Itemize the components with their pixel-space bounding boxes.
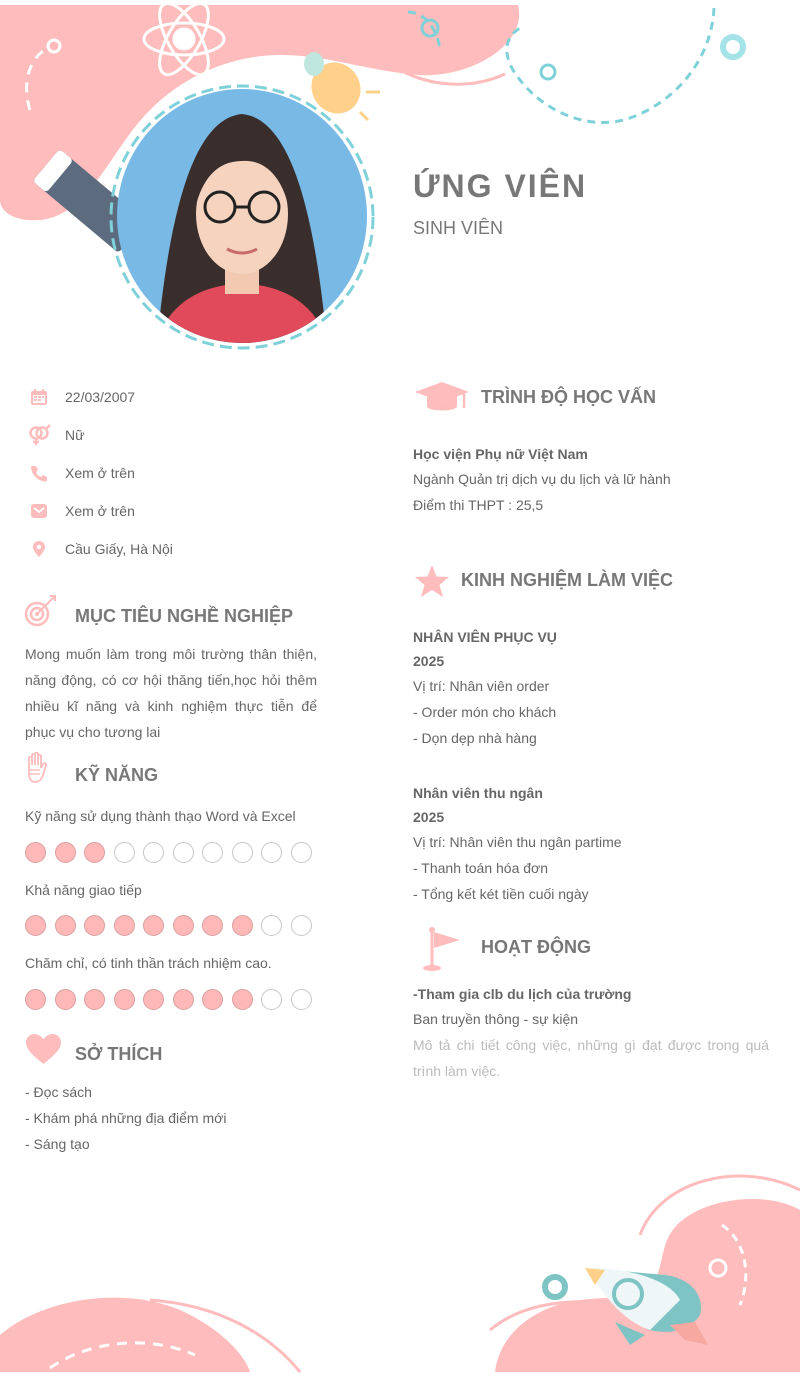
hobby-item: - Đọc sách bbox=[25, 1084, 92, 1100]
contact-birthdate bbox=[25, 385, 135, 409]
experience-title: KINH NGHIỆM LÀM VIỆC bbox=[461, 570, 674, 590]
star-icon bbox=[414, 564, 450, 598]
location-pin-icon bbox=[25, 537, 53, 561]
hobbies-title: SỞ THÍCH bbox=[75, 1044, 163, 1064]
education-major: Ngành Quản trị dịch vụ du lịch và lữ hành bbox=[413, 471, 671, 487]
skill-dot-filled bbox=[25, 989, 46, 1010]
phone-text[interactable]: Xem ở trên bbox=[65, 465, 135, 481]
skill-name: Khả năng giao tiếp bbox=[25, 882, 142, 898]
skill-name: Chăm chỉ, có tinh thần trách nhiệm cao. bbox=[25, 955, 272, 971]
job-year: 2025 bbox=[413, 809, 445, 825]
activities-title: HOẠT ĐỘNG bbox=[481, 937, 591, 957]
email-text[interactable]: Xem ở trên bbox=[65, 503, 135, 519]
skill-dot-filled bbox=[173, 989, 194, 1010]
skill-name: Kỹ năng sử dụng thành thạo Word và Excel bbox=[25, 808, 296, 824]
target-icon bbox=[24, 594, 58, 628]
header-decoration bbox=[0, 0, 800, 360]
skill-rating bbox=[25, 989, 312, 1010]
job-year: 2025 bbox=[413, 653, 445, 669]
job-title: NHÂN VIÊN PHỤC VỤ bbox=[413, 629, 557, 645]
skill-dot-filled bbox=[55, 989, 76, 1010]
birthdate-text: 22/03/2007 bbox=[65, 389, 136, 405]
job-detail: - Thanh toán hóa đơn bbox=[413, 860, 549, 876]
hobby-item: - Khám phá những địa điểm mới bbox=[25, 1110, 227, 1126]
education-title: TRÌNH ĐỘ HỌC VẤN bbox=[481, 387, 656, 407]
contact-email bbox=[25, 499, 135, 523]
activity-role: Ban truyền thông - sự kiện bbox=[413, 1011, 579, 1027]
education-score: Điểm thi THPT : 25,5 bbox=[413, 497, 544, 513]
skill-dot-empty bbox=[291, 915, 312, 936]
skill-dot-empty bbox=[173, 842, 194, 863]
skill-dot-filled bbox=[114, 915, 135, 936]
skill-dot-filled bbox=[232, 915, 253, 936]
hand-icon bbox=[25, 752, 49, 784]
contact-gender bbox=[25, 423, 84, 447]
skill-dot-filled bbox=[84, 989, 105, 1010]
heart-icon bbox=[25, 1033, 62, 1065]
skill-dot-filled bbox=[202, 989, 223, 1010]
skill-dot-empty bbox=[291, 842, 312, 863]
skill-dot-filled bbox=[55, 842, 76, 863]
candidate-name: ỨNG VIÊN bbox=[413, 168, 588, 204]
skill-dot-empty bbox=[202, 842, 223, 863]
graduation-cap-icon bbox=[414, 380, 470, 416]
calendar-icon bbox=[25, 385, 53, 409]
gender-text: Nữ bbox=[65, 427, 85, 443]
job-detail: Vị trí: Nhân viên order bbox=[413, 678, 550, 694]
skill-dot-empty bbox=[291, 989, 312, 1010]
phone-icon bbox=[25, 461, 53, 485]
skill-dot-filled bbox=[232, 989, 253, 1010]
activity-description: Mô tả chi tiết công việc, những gì đạt được trong quá trình làm việc. bbox=[413, 1037, 769, 1079]
rocket-icon bbox=[585, 1268, 708, 1345]
skill-dot-empty bbox=[114, 842, 135, 863]
flag-icon bbox=[420, 926, 464, 972]
email-icon bbox=[25, 499, 53, 523]
skill-rating bbox=[25, 915, 312, 936]
address-text: Cầu Giấy, Hà Nội bbox=[65, 541, 173, 557]
gender-icon bbox=[25, 423, 53, 447]
skill-dot-empty bbox=[261, 842, 282, 863]
contact-phone bbox=[25, 461, 135, 485]
skills-title: KỸ NĂNG bbox=[75, 765, 159, 785]
skill-dot-filled bbox=[202, 915, 223, 936]
job-detail: - Tổng kết két tiền cuối ngày bbox=[413, 886, 589, 902]
job-title: Nhân viên thu ngân bbox=[413, 785, 543, 801]
job-detail: - Dọn dẹp nhà hàng bbox=[413, 730, 537, 746]
skill-dot-empty bbox=[232, 842, 253, 863]
skill-dot-filled bbox=[84, 915, 105, 936]
skill-dot-filled bbox=[25, 842, 46, 863]
activity-name: -Tham gia clb du lịch của trường bbox=[413, 986, 632, 1002]
skill-dot-filled bbox=[114, 989, 135, 1010]
hobby-item: - Sáng tạo bbox=[25, 1136, 90, 1152]
school-name: Học viện Phụ nữ Việt Nam bbox=[413, 446, 588, 462]
skill-dot-empty bbox=[143, 842, 164, 863]
skill-dot-filled bbox=[143, 915, 164, 936]
candidate-title: SINH VIÊN bbox=[413, 218, 504, 238]
skill-dot-filled bbox=[55, 915, 76, 936]
skill-rating bbox=[25, 842, 312, 863]
job-detail: - Order món cho khách bbox=[413, 704, 557, 720]
profile-photo bbox=[117, 89, 367, 343]
skill-dot-filled bbox=[84, 842, 105, 863]
skill-dot-empty bbox=[261, 915, 282, 936]
objective-text: Mong muốn làm trong môi trường thân thiện, năng động, có cơ hội thăng tiến,học hỏi thêm nhiều kĩ năng và kinh nghiệm thực tiễn để phục vụ cho tương lai bbox=[25, 646, 317, 740]
skill-dot-filled bbox=[25, 915, 46, 936]
skill-dot-filled bbox=[143, 989, 164, 1010]
skill-dot-empty bbox=[261, 989, 282, 1010]
objective-title: MỤC TIÊU NGHỀ NGHIỆP bbox=[75, 606, 294, 626]
contact-address bbox=[25, 537, 173, 561]
skill-dot-filled bbox=[173, 915, 194, 936]
job-detail: Vị trí: Nhân viên thu ngân partime bbox=[413, 834, 622, 850]
